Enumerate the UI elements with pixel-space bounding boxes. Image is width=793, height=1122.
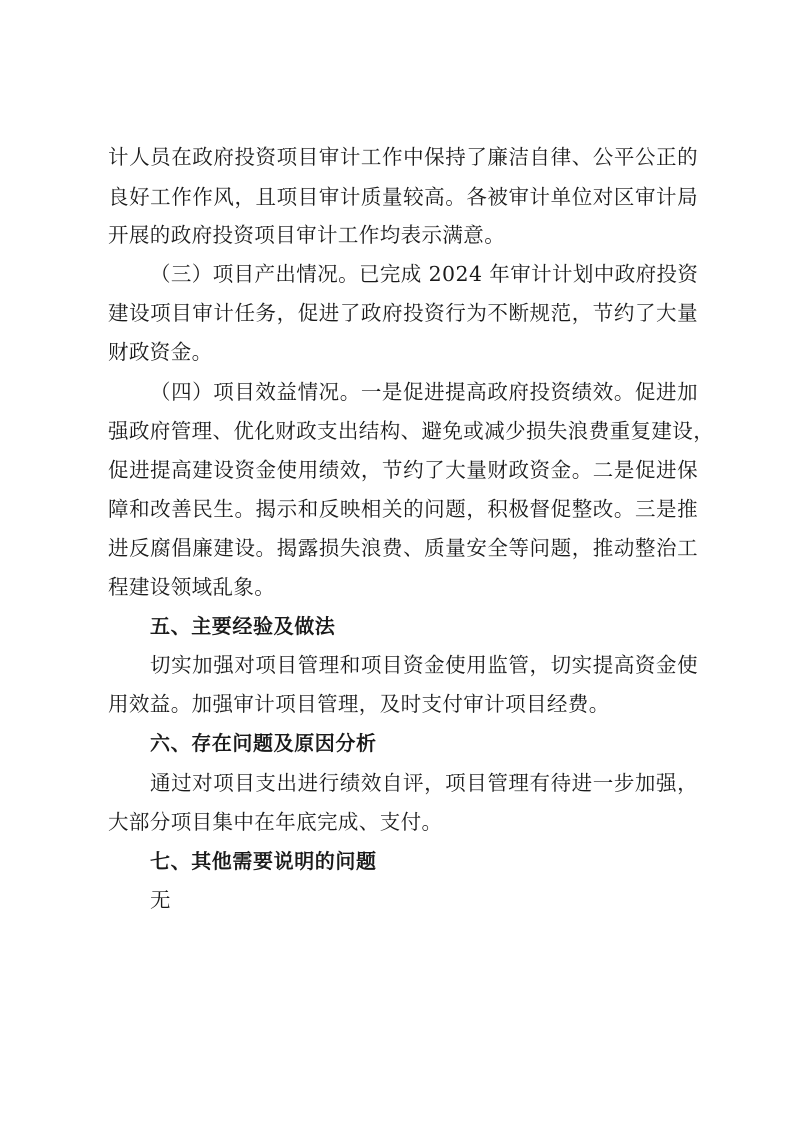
paragraph-line: 无 — [150, 888, 171, 912]
paragraph-line: 程建设领域乱象。 — [108, 575, 276, 599]
paragraph-line: 强政府管理、优化财政支出结构、避免或减少损失浪费重复建设， — [108, 419, 715, 443]
paragraph-line: 开展的政府投资项目审计工作均表示满意。 — [108, 223, 506, 247]
paragraph-line: 用效益。加强审计项目管理，及时支付审计项目经费。 — [108, 692, 610, 716]
paragraph-line: 大部分项目集中在年底完成、支付。 — [108, 810, 443, 834]
paragraph-line: 通过对项目支出进行绩效自评，项目管理有待进一步加强， — [150, 771, 698, 795]
paragraph-line: 促进提高建设资金使用绩效，节约了大量财政资金。二是促进保 — [108, 458, 698, 482]
section-heading: 五、主要经验及做法 — [150, 614, 336, 638]
paragraph-line: 切实加强对项目管理和项目资金使用监管，切实提高资金使 — [150, 653, 698, 677]
paragraph-line: 障和改善民生。揭示和反映相关的问题，积极督促整改。三是推 — [108, 497, 698, 521]
section-heading: 七、其他需要说明的问题 — [150, 849, 377, 873]
paragraph-line: 良好工作作风，且项目审计质量较高。各被审计单位对区审计局 — [108, 185, 698, 209]
paragraph-line: 进反腐倡廉建设。揭露损失浪费、质量安全等问题，推动整治工 — [108, 536, 698, 560]
section-heading: 六、存在问题及原因分析 — [150, 731, 377, 755]
paragraph-line: （三）项目产出情况。已完成 2024 年审计计划中政府投资 — [150, 262, 699, 286]
paragraph-line: 财政资金。 — [108, 340, 213, 364]
paragraph-line: 计人员在政府投资项目审计工作中保持了廉洁自律、公平公正的 — [108, 145, 698, 169]
paragraph-line: 建设项目审计任务，促进了政府投资行为不断规范，节约了大量 — [108, 301, 698, 325]
paragraph-line: （四）项目效益情况。一是促进提高政府投资绩效。促进加 — [150, 380, 698, 404]
